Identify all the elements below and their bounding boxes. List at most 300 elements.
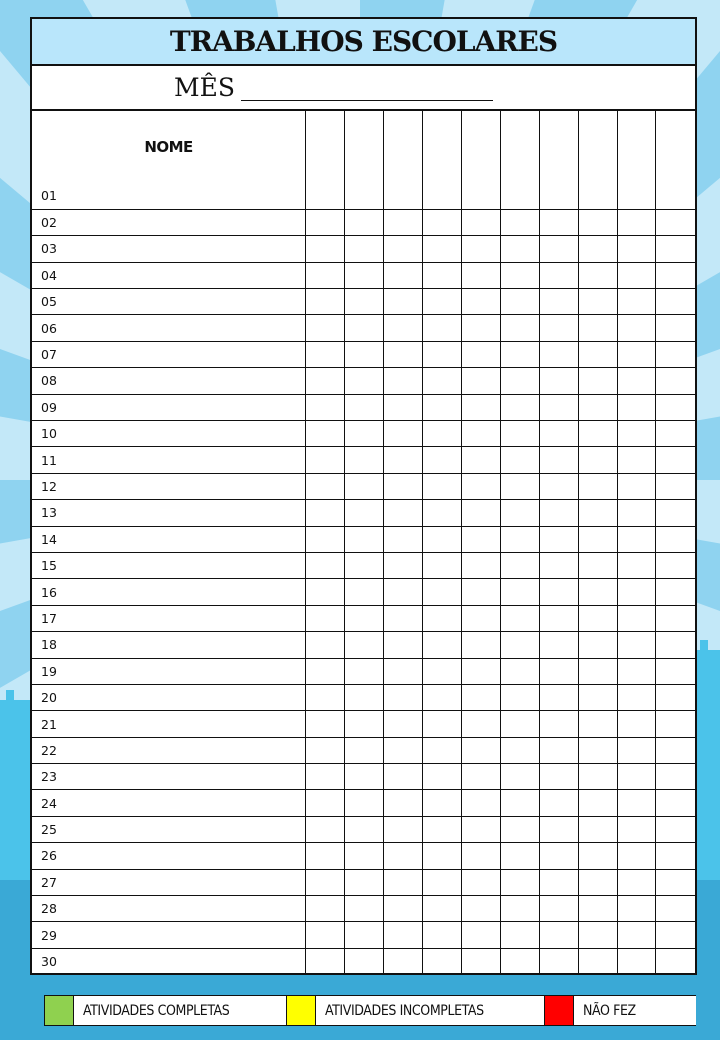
activity-cell[interactable]	[306, 236, 345, 262]
activity-cell[interactable]	[345, 896, 384, 922]
activity-cell[interactable]	[345, 605, 384, 631]
activity-cell[interactable]	[578, 394, 617, 420]
activity-cell[interactable]	[500, 737, 539, 763]
activity-cell[interactable]	[539, 262, 578, 288]
activity-cell[interactable]	[383, 948, 422, 974]
activity-cell[interactable]	[539, 289, 578, 315]
activity-cell[interactable]	[500, 209, 539, 235]
activity-cell[interactable]	[461, 684, 500, 710]
activity-cell[interactable]	[461, 790, 500, 816]
activity-cell[interactable]	[539, 394, 578, 420]
activity-cell[interactable]	[383, 843, 422, 869]
activity-cell[interactable]	[306, 922, 345, 948]
student-number[interactable]: 18	[32, 632, 306, 658]
activity-cell[interactable]	[617, 552, 656, 578]
activity-cell[interactable]	[500, 948, 539, 974]
student-number[interactable]: 21	[32, 711, 306, 737]
activity-cell[interactable]	[383, 790, 422, 816]
activity-cell[interactable]	[383, 315, 422, 341]
activity-cell[interactable]	[578, 948, 617, 974]
activity-cell[interactable]	[345, 183, 384, 209]
activity-cell[interactable]	[422, 368, 461, 394]
activity-cell[interactable]	[345, 711, 384, 737]
activity-cell[interactable]	[306, 262, 345, 288]
activity-cell[interactable]	[500, 262, 539, 288]
activity-cell[interactable]	[345, 394, 384, 420]
activity-cell[interactable]	[617, 684, 656, 710]
activity-cell[interactable]	[422, 209, 461, 235]
activity-cell[interactable]	[461, 711, 500, 737]
activity-cell[interactable]	[539, 869, 578, 895]
student-number[interactable]: 22	[32, 737, 306, 763]
activity-cell[interactable]	[617, 605, 656, 631]
activity-cell[interactable]	[345, 421, 384, 447]
activity-cell[interactable]	[656, 368, 695, 394]
activity-cell[interactable]	[306, 394, 345, 420]
activity-cell[interactable]	[422, 394, 461, 420]
activity-cell[interactable]	[306, 605, 345, 631]
activity-cell[interactable]	[345, 526, 384, 552]
activity-cell[interactable]	[422, 315, 461, 341]
activity-cell[interactable]	[578, 869, 617, 895]
activity-cell[interactable]	[422, 262, 461, 288]
activity-cell[interactable]	[345, 447, 384, 473]
activity-cell[interactable]	[617, 764, 656, 790]
student-number[interactable]: 20	[32, 684, 306, 710]
activity-cell[interactable]	[422, 473, 461, 499]
activity-cell[interactable]	[578, 816, 617, 842]
activity-cell[interactable]	[383, 289, 422, 315]
activity-cell[interactable]	[422, 526, 461, 552]
activity-cell[interactable]	[345, 948, 384, 974]
activity-cell[interactable]	[461, 209, 500, 235]
activity-column-header[interactable]	[383, 111, 422, 183]
activity-cell[interactable]	[461, 896, 500, 922]
activity-cell[interactable]	[306, 684, 345, 710]
student-number[interactable]: 13	[32, 500, 306, 526]
activity-cell[interactable]	[461, 394, 500, 420]
activity-cell[interactable]	[461, 236, 500, 262]
activity-cell[interactable]	[578, 421, 617, 447]
activity-cell[interactable]	[345, 341, 384, 367]
activity-cell[interactable]	[500, 368, 539, 394]
activity-cell[interactable]	[461, 605, 500, 631]
student-number[interactable]: 10	[32, 421, 306, 447]
student-number[interactable]: 02	[32, 209, 306, 235]
activity-cell[interactable]	[617, 869, 656, 895]
student-number[interactable]: 06	[32, 315, 306, 341]
student-number[interactable]: 17	[32, 605, 306, 631]
activity-cell[interactable]	[656, 816, 695, 842]
activity-cell[interactable]	[656, 764, 695, 790]
activity-cell[interactable]	[306, 658, 345, 684]
activity-cell[interactable]	[345, 209, 384, 235]
student-number[interactable]: 11	[32, 447, 306, 473]
activity-cell[interactable]	[578, 790, 617, 816]
activity-cell[interactable]	[656, 579, 695, 605]
activity-cell[interactable]	[656, 473, 695, 499]
activity-cell[interactable]	[383, 447, 422, 473]
activity-cell[interactable]	[500, 236, 539, 262]
activity-cell[interactable]	[578, 315, 617, 341]
activity-cell[interactable]	[539, 421, 578, 447]
activity-cell[interactable]	[539, 209, 578, 235]
activity-cell[interactable]	[539, 711, 578, 737]
activity-cell[interactable]	[461, 315, 500, 341]
activity-cell[interactable]	[422, 737, 461, 763]
activity-cell[interactable]	[578, 632, 617, 658]
activity-cell[interactable]	[422, 658, 461, 684]
activity-cell[interactable]	[617, 579, 656, 605]
activity-cell[interactable]	[578, 658, 617, 684]
activity-cell[interactable]	[461, 922, 500, 948]
activity-cell[interactable]	[656, 209, 695, 235]
activity-cell[interactable]	[461, 579, 500, 605]
activity-cell[interactable]	[656, 447, 695, 473]
activity-cell[interactable]	[422, 289, 461, 315]
activity-cell[interactable]	[500, 447, 539, 473]
activity-column-header[interactable]	[345, 111, 384, 183]
activity-cell[interactable]	[461, 473, 500, 499]
student-number[interactable]: 14	[32, 526, 306, 552]
activity-cell[interactable]	[461, 421, 500, 447]
activity-cell[interactable]	[345, 737, 384, 763]
activity-column-header[interactable]	[461, 111, 500, 183]
activity-cell[interactable]	[345, 579, 384, 605]
student-number[interactable]: 05	[32, 289, 306, 315]
activity-cell[interactable]	[461, 948, 500, 974]
activity-cell[interactable]	[345, 764, 384, 790]
activity-cell[interactable]	[383, 922, 422, 948]
activity-cell[interactable]	[617, 183, 656, 209]
activity-cell[interactable]	[422, 711, 461, 737]
activity-cell[interactable]	[306, 737, 345, 763]
activity-cell[interactable]	[345, 632, 384, 658]
activity-cell[interactable]	[422, 605, 461, 631]
activity-cell[interactable]	[578, 922, 617, 948]
activity-cell[interactable]	[306, 816, 345, 842]
student-number[interactable]: 30	[32, 948, 306, 974]
activity-cell[interactable]	[617, 473, 656, 499]
activity-cell[interactable]	[500, 816, 539, 842]
activity-cell[interactable]	[383, 632, 422, 658]
activity-cell[interactable]	[617, 737, 656, 763]
activity-cell[interactable]	[383, 764, 422, 790]
activity-cell[interactable]	[539, 500, 578, 526]
activity-cell[interactable]	[422, 869, 461, 895]
activity-cell[interactable]	[461, 289, 500, 315]
activity-column-header[interactable]	[500, 111, 539, 183]
activity-cell[interactable]	[656, 922, 695, 948]
activity-cell[interactable]	[656, 236, 695, 262]
activity-cell[interactable]	[306, 526, 345, 552]
activity-cell[interactable]	[306, 447, 345, 473]
activity-cell[interactable]	[383, 341, 422, 367]
student-number[interactable]: 01	[32, 183, 306, 209]
activity-cell[interactable]	[461, 262, 500, 288]
activity-cell[interactable]	[539, 552, 578, 578]
activity-cell[interactable]	[500, 605, 539, 631]
activity-cell[interactable]	[500, 394, 539, 420]
activity-cell[interactable]	[461, 368, 500, 394]
activity-cell[interactable]	[461, 764, 500, 790]
activity-cell[interactable]	[578, 341, 617, 367]
activity-column-header[interactable]	[617, 111, 656, 183]
activity-cell[interactable]	[656, 394, 695, 420]
activity-cell[interactable]	[617, 394, 656, 420]
activity-cell[interactable]	[345, 552, 384, 578]
activity-cell[interactable]	[539, 315, 578, 341]
activity-cell[interactable]	[617, 262, 656, 288]
activity-cell[interactable]	[617, 289, 656, 315]
activity-cell[interactable]	[306, 632, 345, 658]
activity-cell[interactable]	[578, 896, 617, 922]
activity-cell[interactable]	[422, 922, 461, 948]
activity-cell[interactable]	[500, 526, 539, 552]
activity-cell[interactable]	[345, 500, 384, 526]
activity-cell[interactable]	[461, 843, 500, 869]
activity-cell[interactable]	[539, 896, 578, 922]
activity-cell[interactable]	[345, 289, 384, 315]
activity-cell[interactable]	[617, 236, 656, 262]
activity-cell[interactable]	[383, 368, 422, 394]
activity-cell[interactable]	[656, 605, 695, 631]
activity-cell[interactable]	[656, 843, 695, 869]
activity-cell[interactable]	[500, 421, 539, 447]
student-number[interactable]: 04	[32, 262, 306, 288]
activity-cell[interactable]	[422, 579, 461, 605]
activity-cell[interactable]	[461, 737, 500, 763]
activity-cell[interactable]	[656, 552, 695, 578]
activity-cell[interactable]	[539, 579, 578, 605]
activity-cell[interactable]	[617, 421, 656, 447]
activity-cell[interactable]	[539, 790, 578, 816]
month-input-line[interactable]	[241, 74, 493, 101]
activity-cell[interactable]	[422, 183, 461, 209]
activity-cell[interactable]	[345, 684, 384, 710]
activity-cell[interactable]	[345, 869, 384, 895]
activity-cell[interactable]	[578, 605, 617, 631]
activity-cell[interactable]	[345, 236, 384, 262]
activity-cell[interactable]	[656, 262, 695, 288]
activity-cell[interactable]	[578, 764, 617, 790]
activity-cell[interactable]	[617, 922, 656, 948]
activity-cell[interactable]	[539, 843, 578, 869]
activity-cell[interactable]	[422, 816, 461, 842]
activity-cell[interactable]	[578, 368, 617, 394]
activity-cell[interactable]	[461, 552, 500, 578]
activity-cell[interactable]	[578, 289, 617, 315]
activity-cell[interactable]	[500, 341, 539, 367]
activity-cell[interactable]	[383, 526, 422, 552]
activity-cell[interactable]	[383, 209, 422, 235]
activity-cell[interactable]	[539, 341, 578, 367]
activity-cell[interactable]	[306, 764, 345, 790]
activity-cell[interactable]	[656, 421, 695, 447]
activity-cell[interactable]	[422, 500, 461, 526]
activity-cell[interactable]	[656, 315, 695, 341]
activity-cell[interactable]	[578, 684, 617, 710]
activity-cell[interactable]	[656, 183, 695, 209]
activity-cell[interactable]	[306, 579, 345, 605]
activity-cell[interactable]	[578, 843, 617, 869]
activity-cell[interactable]	[500, 658, 539, 684]
activity-cell[interactable]	[500, 843, 539, 869]
activity-cell[interactable]	[656, 711, 695, 737]
activity-cell[interactable]	[500, 896, 539, 922]
activity-column-header[interactable]	[578, 111, 617, 183]
activity-cell[interactable]	[617, 500, 656, 526]
activity-cell[interactable]	[500, 552, 539, 578]
activity-cell[interactable]	[539, 605, 578, 631]
activity-cell[interactable]	[578, 183, 617, 209]
activity-cell[interactable]	[500, 684, 539, 710]
activity-cell[interactable]	[578, 711, 617, 737]
activity-cell[interactable]	[578, 236, 617, 262]
activity-cell[interactable]	[578, 552, 617, 578]
activity-cell[interactable]	[578, 737, 617, 763]
activity-cell[interactable]	[617, 209, 656, 235]
activity-cell[interactable]	[461, 500, 500, 526]
activity-cell[interactable]	[617, 711, 656, 737]
activity-cell[interactable]	[539, 922, 578, 948]
activity-cell[interactable]	[383, 816, 422, 842]
activity-cell[interactable]	[461, 183, 500, 209]
activity-cell[interactable]	[383, 711, 422, 737]
student-number[interactable]: 25	[32, 816, 306, 842]
activity-cell[interactable]	[656, 869, 695, 895]
activity-cell[interactable]	[500, 922, 539, 948]
activity-cell[interactable]	[383, 579, 422, 605]
activity-cell[interactable]	[422, 684, 461, 710]
activity-cell[interactable]	[539, 183, 578, 209]
activity-cell[interactable]	[539, 948, 578, 974]
activity-cell[interactable]	[345, 368, 384, 394]
activity-cell[interactable]	[383, 605, 422, 631]
activity-cell[interactable]	[500, 289, 539, 315]
activity-cell[interactable]	[578, 500, 617, 526]
activity-cell[interactable]	[306, 869, 345, 895]
activity-cell[interactable]	[500, 632, 539, 658]
activity-cell[interactable]	[617, 447, 656, 473]
student-number[interactable]: 24	[32, 790, 306, 816]
activity-cell[interactable]	[500, 183, 539, 209]
activity-cell[interactable]	[383, 896, 422, 922]
activity-column-header[interactable]	[422, 111, 461, 183]
activity-cell[interactable]	[461, 869, 500, 895]
activity-cell[interactable]	[422, 948, 461, 974]
student-number[interactable]: 28	[32, 896, 306, 922]
activity-cell[interactable]	[345, 473, 384, 499]
activity-cell[interactable]	[306, 948, 345, 974]
activity-cell[interactable]	[306, 473, 345, 499]
activity-cell[interactable]	[656, 737, 695, 763]
student-number[interactable]: 08	[32, 368, 306, 394]
activity-cell[interactable]	[422, 341, 461, 367]
activity-cell[interactable]	[383, 421, 422, 447]
activity-cell[interactable]	[656, 948, 695, 974]
activity-cell[interactable]	[461, 341, 500, 367]
activity-cell[interactable]	[539, 368, 578, 394]
activity-cell[interactable]	[578, 209, 617, 235]
activity-cell[interactable]	[539, 816, 578, 842]
activity-cell[interactable]	[617, 632, 656, 658]
activity-cell[interactable]	[306, 183, 345, 209]
activity-cell[interactable]	[422, 790, 461, 816]
activity-cell[interactable]	[383, 684, 422, 710]
activity-cell[interactable]	[306, 209, 345, 235]
activity-cell[interactable]	[539, 473, 578, 499]
activity-cell[interactable]	[656, 341, 695, 367]
activity-cell[interactable]	[345, 790, 384, 816]
activity-cell[interactable]	[422, 764, 461, 790]
student-number[interactable]: 15	[32, 552, 306, 578]
activity-cell[interactable]	[383, 236, 422, 262]
student-number[interactable]: 09	[32, 394, 306, 420]
student-number[interactable]: 03	[32, 236, 306, 262]
activity-cell[interactable]	[539, 658, 578, 684]
activity-cell[interactable]	[656, 632, 695, 658]
activity-cell[interactable]	[306, 315, 345, 341]
activity-cell[interactable]	[578, 262, 617, 288]
activity-cell[interactable]	[461, 526, 500, 552]
activity-cell[interactable]	[500, 579, 539, 605]
activity-cell[interactable]	[306, 843, 345, 869]
activity-cell[interactable]	[306, 289, 345, 315]
activity-cell[interactable]	[500, 473, 539, 499]
activity-cell[interactable]	[539, 526, 578, 552]
activity-cell[interactable]	[422, 447, 461, 473]
activity-cell[interactable]	[306, 896, 345, 922]
activity-cell[interactable]	[539, 236, 578, 262]
activity-cell[interactable]	[461, 816, 500, 842]
student-number[interactable]: 27	[32, 869, 306, 895]
activity-cell[interactable]	[656, 684, 695, 710]
activity-cell[interactable]	[500, 711, 539, 737]
activity-cell[interactable]	[345, 658, 384, 684]
activity-column-header[interactable]	[656, 111, 695, 183]
activity-cell[interactable]	[578, 526, 617, 552]
activity-cell[interactable]	[306, 368, 345, 394]
activity-cell[interactable]	[306, 500, 345, 526]
activity-cell[interactable]	[383, 737, 422, 763]
activity-cell[interactable]	[422, 896, 461, 922]
activity-cell[interactable]	[345, 922, 384, 948]
activity-column-header[interactable]	[306, 111, 345, 183]
student-number[interactable]: 29	[32, 922, 306, 948]
activity-cell[interactable]	[500, 764, 539, 790]
activity-cell[interactable]	[345, 816, 384, 842]
activity-cell[interactable]	[383, 658, 422, 684]
activity-cell[interactable]	[656, 500, 695, 526]
activity-cell[interactable]	[306, 711, 345, 737]
activity-cell[interactable]	[617, 341, 656, 367]
activity-cell[interactable]	[539, 684, 578, 710]
activity-cell[interactable]	[422, 421, 461, 447]
activity-cell[interactable]	[383, 500, 422, 526]
activity-cell[interactable]	[539, 632, 578, 658]
activity-cell[interactable]	[656, 896, 695, 922]
student-number[interactable]: 19	[32, 658, 306, 684]
activity-cell[interactable]	[617, 658, 656, 684]
activity-cell[interactable]	[383, 552, 422, 578]
activity-cell[interactable]	[461, 632, 500, 658]
student-number[interactable]: 16	[32, 579, 306, 605]
activity-cell[interactable]	[539, 447, 578, 473]
activity-cell[interactable]	[422, 552, 461, 578]
activity-cell[interactable]	[578, 473, 617, 499]
activity-cell[interactable]	[500, 790, 539, 816]
